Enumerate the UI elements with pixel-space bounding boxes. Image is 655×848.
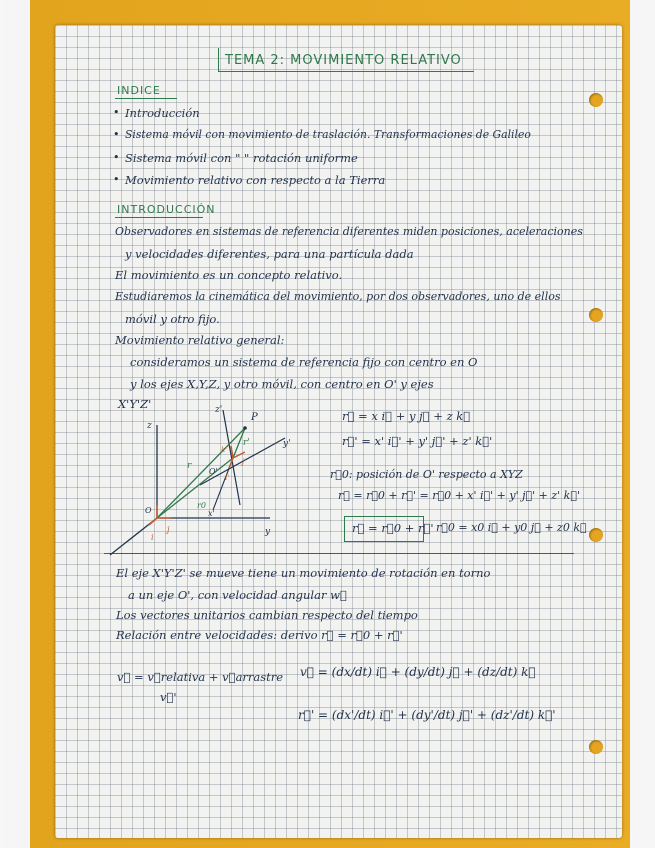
punch-hole	[589, 93, 603, 107]
text-line: Estudiaremos la cinemática del movimiento, por dos observadores, uno de ellos	[115, 290, 561, 303]
text-line: y velocidades diferentes, para una partícula dada	[125, 247, 414, 261]
index-item: Sistema móvil con " " rotación uniforme	[125, 151, 358, 165]
unit-label-kprime: k'	[221, 446, 228, 454]
bullet: •	[113, 106, 120, 119]
vector-label-r0: r0	[197, 501, 206, 510]
equation-note: r⃗0: posición de O' respecto a XYZ	[330, 468, 523, 481]
axis-label-zprime: z'	[215, 405, 223, 415]
punch-hole	[589, 528, 603, 542]
axis-label-y: y	[265, 527, 271, 537]
text-line: y los ejes X,Y,Z, y otro móvil, con centro en O' y ejes	[130, 377, 434, 391]
text-line: consideramos un sistema de referencia fijo con centro en O	[130, 355, 478, 369]
axis-label-xprime: x'	[208, 509, 215, 518]
relative-velocity-equation: r⃗' = (dx'/dt) i⃗' + (dy'/dt) j⃗' + (dz'/dt) k⃗'	[298, 708, 556, 722]
unit-label-jprime: j'	[242, 458, 247, 466]
unit-label-iprime: i'	[225, 474, 230, 482]
punch-hole	[589, 308, 603, 322]
origin-label-o: O	[145, 506, 152, 515]
section-divider	[104, 553, 574, 554]
text-line: Observadores en sistemas de referencia diferentes miden posiciones, aceleraciones	[115, 225, 583, 238]
text-line: a un eje O', con velocidad angular w⃗	[128, 588, 347, 602]
vector-label-rprime: r'	[243, 438, 250, 448]
vector-label-r: r	[187, 461, 192, 471]
velocity-subscript: v⃗'	[160, 690, 177, 704]
unit-label-j: j	[167, 525, 170, 534]
origin-label-oprime: O'	[209, 467, 218, 476]
boxed-equation: r⃗ = r⃗0 + r⃗'	[352, 521, 434, 535]
axis-label-yprime: y'	[283, 439, 291, 449]
bullet: •	[113, 151, 120, 164]
punch-hole	[589, 740, 603, 754]
text-line: móvil y otro fijo.	[125, 312, 220, 326]
text-line: El movimiento es un concepto relativo.	[115, 268, 343, 282]
intro-heading: INTRODUCCIÓN	[117, 203, 216, 216]
index-item: Introducción	[125, 106, 200, 120]
page-title: TEMA 2: MOVIMIENTO RELATIVO	[225, 53, 462, 68]
equation-r0: r⃗0 = x0 i⃗ + y0 j⃗ + z0 k⃗	[436, 521, 587, 534]
reference-frame-diagram	[105, 400, 315, 565]
intro-underline	[115, 217, 203, 218]
index-underline	[115, 98, 177, 99]
bullet: •	[113, 128, 120, 141]
text-line: X'Y'Z'	[118, 397, 152, 411]
point-label-p: P	[251, 412, 258, 423]
text-line: Movimiento relativo general:	[115, 333, 285, 347]
index-heading: INDICE	[117, 84, 161, 97]
text-line: El eje X'Y'Z' se mueve tiene un movimiento de rotación en torno	[116, 566, 491, 580]
text-line: Relación entre velocidades: derivo r⃗ = r⃗0 + r⃗'	[116, 628, 403, 642]
bullet: •	[113, 173, 120, 186]
axis-label-z: z	[147, 421, 152, 431]
velocity-equation: v⃗ = (dx/dt) i⃗ + (dy/dt) j⃗ + (dz/dt) k⃗	[300, 665, 536, 679]
equation-r-sum: r⃗ = r⃗0 + r⃗' = r⃗0 + x' i⃗' + y' j⃗' + z' k⃗'	[338, 489, 580, 502]
velocity-decomposition: v⃗ = v⃗relativa + v⃗arrastre	[117, 670, 284, 684]
unit-label-i: i	[151, 533, 154, 542]
index-item: Sistema móvil con movimiento de traslación. Transformaciones de Galileo	[125, 128, 531, 141]
equation-rprime: r⃗' = x' i⃗' + y' j⃗' + z' k⃗'	[342, 434, 493, 448]
index-item: Movimiento relativo con respecto a la Tierra	[125, 173, 386, 187]
text-line: Los vectores unitarios cambian respecto del tiempo	[116, 608, 418, 622]
equation-r: r⃗ = x i⃗ + y j⃗ + z k⃗	[342, 409, 471, 423]
